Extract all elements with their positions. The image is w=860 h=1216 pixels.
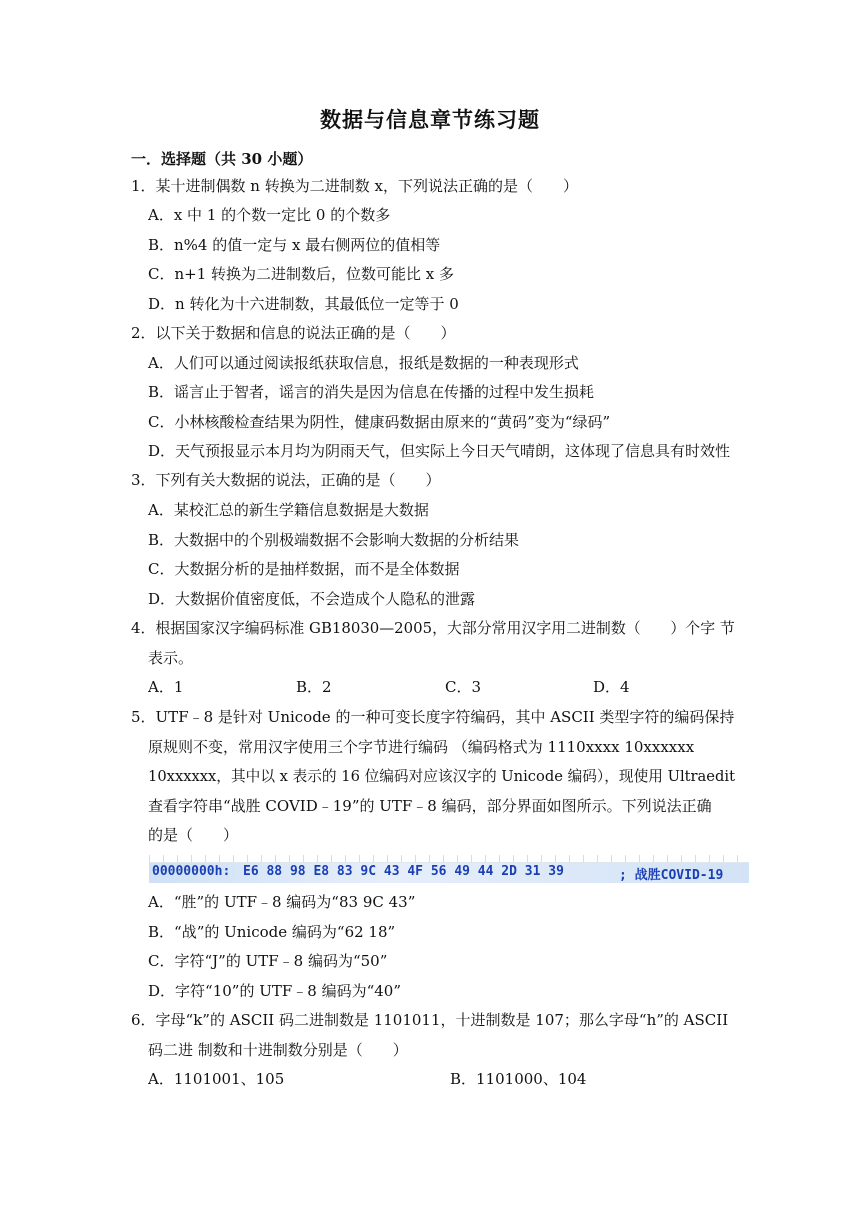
question-5-option-d[interactable]: D．字符“10”的 UTF﹣8 编码为“40” (148, 982, 402, 1000)
question-5-stem-line-2: 原规则不变，常用汉字使用三个字节进行编码 （编码格式为 1110xxxx 10xxxxxx (148, 738, 695, 756)
question-1-option-d[interactable]: D．n 转化为十六进制数，其最低位一定等于 0 (148, 295, 459, 313)
question-3-option-a[interactable]: A．某校汇总的新生学籍信息数据是大数据 (148, 501, 429, 519)
question-5-option-b[interactable]: B．“战”的 Unicode 编码为“62 18” (148, 923, 396, 941)
question-1-option-b[interactable]: B．n%4 的值一定与 x 最右侧两位的值相等 (148, 236, 441, 254)
question-1-option-c[interactable]: C．n+1 转换为二进制数后，位数可能比 x 多 (148, 265, 455, 283)
question-3-option-b[interactable]: B．大数据中的个别极端数据不会影响大数据的分析结果 (148, 531, 520, 549)
question-4-option-c[interactable]: C．3 (445, 678, 482, 696)
question-6-option-b[interactable]: B．1101000、104 (450, 1070, 587, 1088)
question-3-stem: 3．下列有关大数据的说法，正确的是（ ） (131, 471, 441, 489)
question-6-option-a[interactable]: A．1101001、105 (148, 1070, 285, 1088)
question-2-option-d[interactable]: D．天气预报显示本月均为阴雨天气，但实际上今日天气晴朗，这体现了信息具有时效性 (148, 442, 731, 460)
question-4-option-a[interactable]: A．1 (148, 678, 184, 696)
hex-editor-screenshot (149, 862, 749, 883)
section-heading: 一．选择题（共 30 小题） (131, 150, 313, 168)
page-title: 数据与信息章节练习题 (320, 107, 540, 132)
hex-text: ; 战胜COVID-19 (619, 868, 724, 883)
question-2-stem: 2．以下关于数据和信息的说法正确的是（ ） (131, 324, 456, 342)
question-6-stem-line-1: 6．字母“k”的 ASCII 码二进制数是 1101011，十进制数是 107；那么字母“h”的 ASCII (131, 1011, 729, 1029)
question-4-stem: 4．根据国家汉字编码标准 GB18030—2005，大部分常用汉字用二进制数（ ）个字 节 (131, 619, 735, 637)
question-2-option-b[interactable]: B．谣言止于智者，谣言的消失是因为信息在传播的过程中发生损耗 (148, 383, 595, 401)
question-5-stem-line-1: 5．UTF﹣8 是针对 Unicode 的一种可变长度字符编码，其中 ASCII 类型字符的编码保持 (131, 708, 735, 726)
question-3-option-c[interactable]: C．大数据分析的是抽样数据，而不是全体数据 (148, 560, 460, 578)
question-5-option-c[interactable]: C．字符“J”的 UTF﹣8 编码为“50” (148, 952, 388, 970)
question-3-option-d[interactable]: D．大数据价值密度低，不会造成个人隐私的泄露 (148, 590, 476, 608)
question-5-stem-line-5: 的是（ ） (148, 826, 239, 844)
question-6-stem-line-2: 码二进 制数和十进制数分别是（ ） (148, 1041, 408, 1059)
question-4-option-b[interactable]: B．2 (296, 678, 332, 696)
hex-editor-ruler (149, 855, 749, 862)
question-5-option-a[interactable]: A．“胜”的 UTF﹣8 编码为“83 9C 43” (148, 893, 416, 911)
question-5-stem-line-4: 查看字符串“战胜 COVID﹣19”的 UTF﹣8 编码，部分界面如图所示。下列说法正确 (148, 797, 712, 815)
question-1-option-a[interactable]: A．x 中 1 的个数一定比 0 的个数多 (148, 206, 391, 224)
question-2-option-a[interactable]: A．人们可以通过阅读报纸获取信息，报纸是数据的一种表现形式 (148, 354, 579, 372)
question-4-option-d[interactable]: D．4 (593, 678, 630, 696)
question-1-stem: 1．某十进制偶数 n 转换为二进制数 x，下列说法正确的是（ ） (131, 177, 578, 195)
question-4-stem-continued: 表示。 (148, 649, 194, 667)
question-5-stem-line-3: 10xxxxxx，其中以 x 表示的 16 位编码对应该汉字的 Unicode 编码），现使用 Ultraedit (148, 767, 735, 785)
hex-bytes: E6 88 98 E8 83 9C 43 4F 56 49 44 2D 31 39 (243, 864, 564, 879)
question-2-option-c[interactable]: C．小林核酸检查结果为阴性，健康码数据由原来的“黄码”变为“绿码” (148, 413, 611, 431)
hex-address: 00000000h: (152, 864, 231, 879)
